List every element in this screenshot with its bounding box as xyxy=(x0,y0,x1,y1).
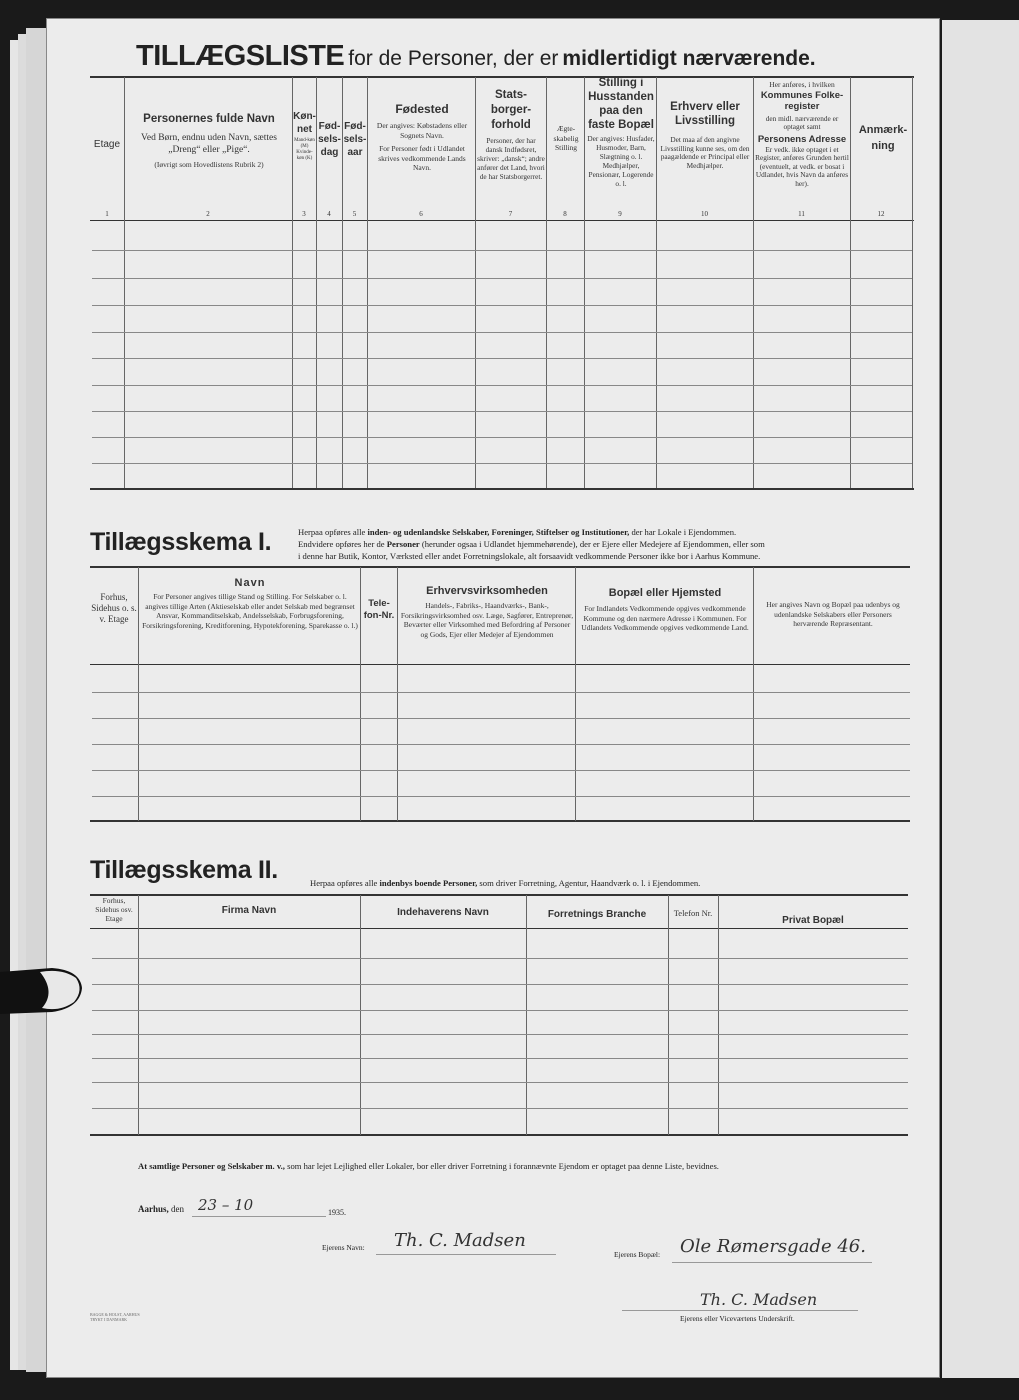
skema1-header-etage: Forhus, Sidehus o. s. v. Etage xyxy=(91,592,137,624)
list-col-divider xyxy=(753,77,754,488)
col-number: 5 xyxy=(352,210,357,218)
skema2-col-divider xyxy=(526,895,527,1135)
list-row-line xyxy=(92,411,912,412)
skema1-header-navn-note: For Personer angives tillige Stand og Stilling. For Selskaber o. l. angives tillige Arten (Aktieselskab eller andet Selskab med begrænset Ansvar, Kommanditselskab, Andelsselskab, Forbrugsforening, Forsikringsforening, Kreditforening, Hypotekforening, Sparekasse o. l.) xyxy=(142,592,358,630)
col-header-navn xyxy=(128,112,290,170)
skema2-header-rule xyxy=(90,928,908,929)
skema1-row-line xyxy=(92,796,910,797)
col-header-erhverv-title: Erhverv eller Livsstilling xyxy=(670,101,740,127)
col-number: 11 xyxy=(798,210,805,218)
adjacent-page xyxy=(942,20,1019,1378)
col-number: 2 xyxy=(206,210,210,218)
skema2-row-line xyxy=(92,958,908,959)
list-title-for: for de Personer, der er xyxy=(348,47,559,70)
footer-year: 1935. xyxy=(328,1208,346,1217)
footer-date-underline xyxy=(192,1216,326,1217)
skema2-row-line xyxy=(92,1010,908,1011)
footer-statement-a: At samtlige Personer og Selskaber m. v., xyxy=(138,1161,285,1171)
skema1-col-divider xyxy=(138,567,139,821)
col-header-navn-note: Ved Børn, endnu uden Navn, sættes „Dreng“ eller „Pige“. xyxy=(141,133,277,155)
list-row-line xyxy=(92,385,912,386)
form-page xyxy=(46,18,940,1378)
footer-date-handwritten: 23 – 10 xyxy=(198,1196,254,1214)
skema2-row-line xyxy=(92,1108,908,1109)
skema1-col-divider xyxy=(575,567,576,821)
skema2-header-branche: Forretnings Branche xyxy=(547,909,647,920)
list-row-line xyxy=(92,437,912,438)
skema1-intro-line3: i denne har Butik, Kontor, Værksted eller andet Forretningslokale, alt forsaavidt vedkommende Personer ikke bor i Aarhus Kommune. xyxy=(298,551,761,561)
col-number: 1 xyxy=(105,210,109,218)
skema1-intro-line2-a: Endvidere opføres her de xyxy=(298,539,385,549)
col-header-stilling-note: Der angives: Husfader, Husmoder, Barn, Slægtning o. l. Medhjælper, Pensionær, Logerende o. l. xyxy=(587,134,655,188)
skema2-intro-b: indenbys boende Personer, xyxy=(379,878,478,888)
skema1-header-bopael-title: Bopæl eller Hjemsted xyxy=(608,587,722,599)
skema1-header-navn xyxy=(142,576,358,630)
skema1-header-erhverv-note: Handels-, Fabriks-, Haandværks-, Bank-, Forsikringsvirksomhed osv. Læge, Sagfører, Entreprenør, Beværter eller Virksomhed med Befordring af Personer og Gods, Ejer eller Medejer af Ejendommen xyxy=(400,601,574,639)
skema2-top-rule xyxy=(90,894,908,896)
skema2-row-line xyxy=(92,1034,908,1035)
skema2-row-line xyxy=(92,1082,908,1083)
skema2-col-divider xyxy=(718,895,719,1135)
list-row-line xyxy=(92,358,912,359)
skema1-bottom-rule xyxy=(90,820,910,822)
list-row-line xyxy=(92,305,912,306)
footer-date-line xyxy=(138,1204,184,1214)
col-header-erhverv-note: Det maa af den angivne Livsstilling kunne ses, om den paagældende er Principal eller Medhjælper. xyxy=(660,135,750,170)
skema1-header-navn-title: Navn xyxy=(234,577,266,589)
skema2-col-divider xyxy=(360,895,361,1135)
skema1-row-line xyxy=(92,718,910,719)
col-header-stilling xyxy=(586,76,656,188)
col-header-aegteskabelig: Ægte-skabelig Stilling xyxy=(553,124,579,152)
skema2-intro-a: Herpaa opføres alle xyxy=(310,878,378,888)
skema1-row-line xyxy=(92,692,910,693)
col-header-fodested xyxy=(370,102,474,173)
footer-den: den xyxy=(171,1204,185,1214)
skema2-title: Tillægsskema II. xyxy=(90,856,278,884)
col-header-statsborger xyxy=(477,88,545,181)
col-header-kon xyxy=(293,110,316,162)
footer-statement xyxy=(138,1160,908,1172)
col-header-navn-note2: (Iøvrigt som Hovedlistens Rubrik 2) xyxy=(154,160,264,169)
col-number: 6 xyxy=(419,210,423,218)
skema1-intro-line2-b: Personer xyxy=(386,539,420,549)
col-number: 10 xyxy=(701,210,708,218)
list-row-line xyxy=(92,250,912,251)
col-header-navn-title: Personernes fulde Navn xyxy=(143,113,275,125)
list-col-divider xyxy=(546,77,547,488)
skema2-col-divider xyxy=(668,895,669,1135)
skema1-intro-a: Herpaa opføres alle xyxy=(298,527,366,537)
col-number: 7 xyxy=(508,210,513,218)
col-header-kon-title: Køn-net xyxy=(293,111,316,135)
skema1-header-repraesentant: Her angives Navn og Bopæl paa udenbys og udenlandske Selskabers eller Personers herværende Repræsentant. xyxy=(766,600,900,628)
footer-signature-underline xyxy=(622,1310,858,1311)
footer-signature-label: Ejerens eller Viceværtens Underskrift. xyxy=(680,1314,795,1323)
skema2-row-line xyxy=(92,984,908,985)
col-header-fodested-note2: For Personer født i Udlandet skrives vedkommende Lands Navn. xyxy=(378,144,466,172)
skema1-header-bopael-note: For Indlandets Vedkommende opgives vedkommende Kommune og den nærmere Adresse i Kommunen. For Udlandets Vedkommende opgives vedkommende Land. xyxy=(581,604,749,632)
list-col-divider xyxy=(656,77,657,488)
skema1-header-erhverv-title: Erhvervsvirksomheden xyxy=(426,585,548,597)
footer-statement-b: som har lejet Lejlighed eller Lokaler, bor eller driver Forretning i forannævnte Ejendom er optaget paa denne Liste, bevidnes. xyxy=(287,1161,719,1171)
skema2-header-telefon: Telefon Nr. xyxy=(673,908,713,918)
list-row-line xyxy=(92,278,912,279)
footer-signature-handwritten: Th. C. Madsen xyxy=(700,1290,818,1309)
skema1-intro-b: inden- og udenlandske Selskaber, Foreninger, Stiftelser og Institutioner, xyxy=(367,527,630,537)
skema1-row-line xyxy=(92,770,910,771)
binder-clip-icon xyxy=(0,962,84,1020)
skema2-header-indehaver: Indehaverens Navn xyxy=(397,907,489,918)
col-header-folkeregister-title: Kommunes Folke-register xyxy=(760,89,844,112)
col-header-fodested-note: Der angives: Købstadens eller Sognets Navn. xyxy=(376,121,468,140)
list-col-divider xyxy=(584,77,585,488)
col-number: 8 xyxy=(563,210,567,218)
col-header-fodselsdag: Fød-sels-dag xyxy=(318,121,341,158)
list-bottom-rule xyxy=(90,488,914,490)
col-header-fodselsaar: Fød-sels-aar xyxy=(343,121,367,158)
footer-owner-address-underline xyxy=(672,1262,872,1263)
list-col-divider xyxy=(475,77,476,488)
col-header-folkeregister-pre: Her anføres, i hvilken xyxy=(769,80,835,89)
col-header-kon-note: Mand-køn (M) Kvinde-køn (K) xyxy=(294,138,315,161)
list-row-line xyxy=(92,463,912,464)
list-col-divider xyxy=(850,77,851,488)
skema1-header-erhverv xyxy=(400,584,574,639)
footer-owner-name-underline xyxy=(376,1254,556,1255)
list-title-main: TILLÆGSLISTE xyxy=(136,40,345,72)
skema2-header-privat-bopael: Privat Bopæl xyxy=(782,915,844,926)
skema1-col-divider xyxy=(753,567,754,821)
skema2-col-divider xyxy=(138,895,139,1135)
col-header-statsborger-note: Personer, der har dansk Indfødsret, skriver: „dansk“; andre anfører det Land, hvori de har Statsborgerret. xyxy=(477,136,545,181)
skema1-intro-c: der har Lokale i Ejendommen. xyxy=(631,527,737,537)
list-col-divider xyxy=(124,77,125,488)
footer-owner-address-label: Ejerens Bopæl: xyxy=(614,1250,661,1259)
col-header-folkeregister-note2: Er vedk. ikke optaget i et Register, anføres Grunden hertil (eventuelt, at vedk. er bosat i Udlandet, hvis Navn da anføres her). xyxy=(755,144,849,188)
col-header-statsborger-title: Stats-borger-forhold xyxy=(490,89,532,131)
col-header-folkeregister-title2: Personens Adresse xyxy=(757,133,847,145)
list-header-rule xyxy=(90,220,914,221)
col-number: 9 xyxy=(618,210,622,218)
skema1-col-divider xyxy=(397,567,398,821)
skema1-row-line xyxy=(92,744,910,745)
skema1-top-rule xyxy=(90,566,910,568)
col-number: 4 xyxy=(327,210,331,218)
skema1-title: Tillægsskema I. xyxy=(90,528,272,556)
col-number: 3 xyxy=(302,210,306,218)
footer-owner-address-handwritten: Ole Rømersgade 46. xyxy=(680,1236,866,1257)
skema2-row-line xyxy=(92,1058,908,1059)
col-header-folkeregister-note: den midl. nærværende er optaget samt xyxy=(765,113,839,131)
skema1-intro-line2-c: (herunder ogsaa i Udlandet hjemmehørende), der er Ejere eller Medejere af Ejendommen, eller som xyxy=(421,539,765,549)
col-header-erhverv xyxy=(658,100,752,170)
footer-owner-name-handwritten: Th. C. Madsen xyxy=(394,1230,526,1251)
list-row-line xyxy=(92,332,912,333)
col-header-stilling-title: Stilling i Husstanden paa den faste Bopæl xyxy=(588,77,654,131)
skema1-header-telefon: Tele-fon-Nr. xyxy=(363,598,395,621)
list-title xyxy=(136,40,896,72)
list-col-divider xyxy=(367,77,368,488)
skema2-intro xyxy=(310,878,910,888)
skema2-header-etage: Forhus, Sidehus osv. Etage xyxy=(95,896,133,923)
col-header-folkeregister xyxy=(755,80,849,188)
col-header-fodested-title: Fødested xyxy=(395,102,449,116)
skema2-intro-c: som driver Forretning, Agentur, Haandværk o. l. i Ejendommen. xyxy=(479,878,701,888)
footer-city: Aarhus, xyxy=(138,1204,169,1214)
footer-printer-mark: BAGGE & HOLST, AARHUS TRYKT I DANMARK xyxy=(90,1312,140,1322)
list-top-rule xyxy=(90,76,914,78)
skema2-bottom-rule xyxy=(90,1134,908,1136)
col-number: 12 xyxy=(877,210,885,218)
skema2-header-firma: Firma Navn xyxy=(221,905,277,916)
list-title-bold: midlertidigt nærværende. xyxy=(562,47,816,70)
footer-owner-name-label: Ejerens Navn: xyxy=(322,1243,365,1252)
col-header-etage: Etage xyxy=(93,139,121,150)
skema1-header-rule xyxy=(90,664,910,665)
col-header-anmaerkning: Anmærk-ning xyxy=(858,124,908,152)
skema1-intro xyxy=(298,526,910,562)
skema1-header-bopael xyxy=(578,586,752,633)
